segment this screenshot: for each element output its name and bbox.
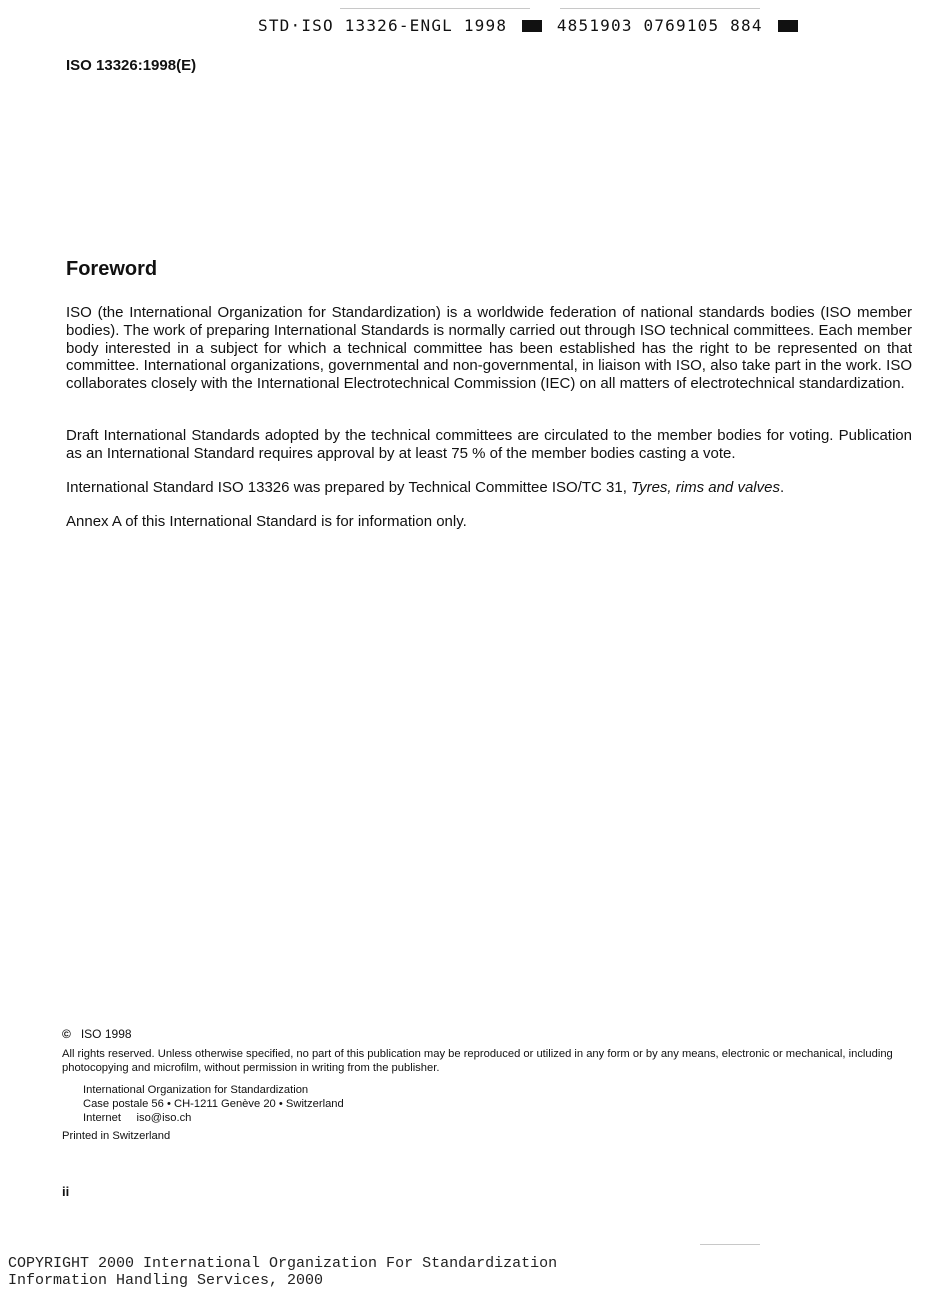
page-title: Foreword [66,258,158,280]
page-number: ii [62,1184,70,1199]
redaction-block [522,20,542,32]
footer-copyright [8,1255,557,1289]
scan-artifact [700,1244,760,1245]
publisher-postal: Case postale 56 • CH-1211 Genève 20 • Switzerland [83,1098,344,1110]
scan-artifact [560,8,760,9]
footer-line-1: COPYRIGHT 2000 International Organization For Standardization [8,1255,558,1272]
document-id: ISO 13326:1998(E) [66,57,197,74]
internet-label: Internet [83,1112,121,1124]
publisher-org: International Organization for Standardization [83,1084,309,1096]
publisher-internet [83,1111,344,1125]
header-serial: 4851903 0769105 884 [556,16,763,35]
internet-email: iso@iso.ch [136,1112,192,1124]
header-std-code: STD·ISO 13326-ENGL 1998 [258,16,508,35]
footer-line-2: Information Handling Services, 2000 [8,1272,324,1289]
redaction-block [778,20,798,32]
paragraph-1: ISO (the International Organization for Standardization) is a worldwide federation of national standards bodies (ISO member bodies). The work of preparing International Standards is normally carried out through ISO technical committees. Each member body interested in a subject for which a technical committee has been established has the right to be represented on that committee. International organizations, governmental and non-governmental, in liaison with ISO, also take part in the work. ISO collaborates closely with the International Electrotechnical Commission (IEC) on all matters of electrotechnical standardization. [66,304,912,393]
paragraph-3-end: . [779,479,785,496]
printed-location: Printed in Switzerland [62,1130,171,1142]
scan-artifact [340,8,530,9]
committee-title: Tyres, rims and valves [631,479,780,496]
publisher-address [83,1083,344,1125]
copyright-notice [62,1027,132,1041]
paragraph-4: Annex A of this International Standard is for information only. [66,513,467,530]
paragraph-3 [66,479,912,497]
copyright-icon: © [62,1027,71,1041]
header-code-line [258,16,802,35]
rights-statement: All rights reserved. Unless otherwise specified, no part of this publication may be reproduced or utilized in any form or by any means, electronic or mechanical, including photocopying and microfilm, without permission in writing from the publisher. [62,1048,893,1074]
paragraph-3-text: International Standard ISO 13326 was prepared by Technical Committee ISO/TC 31, [66,479,632,496]
copyright-text: ISO 1998 [80,1027,132,1041]
paragraph-2: Draft International Standards adopted by the technical committees are circulated to the member bodies for voting. Publication as an International Standard requires approval by at least 75 % of the member bodies casting a vote. [66,427,912,462]
